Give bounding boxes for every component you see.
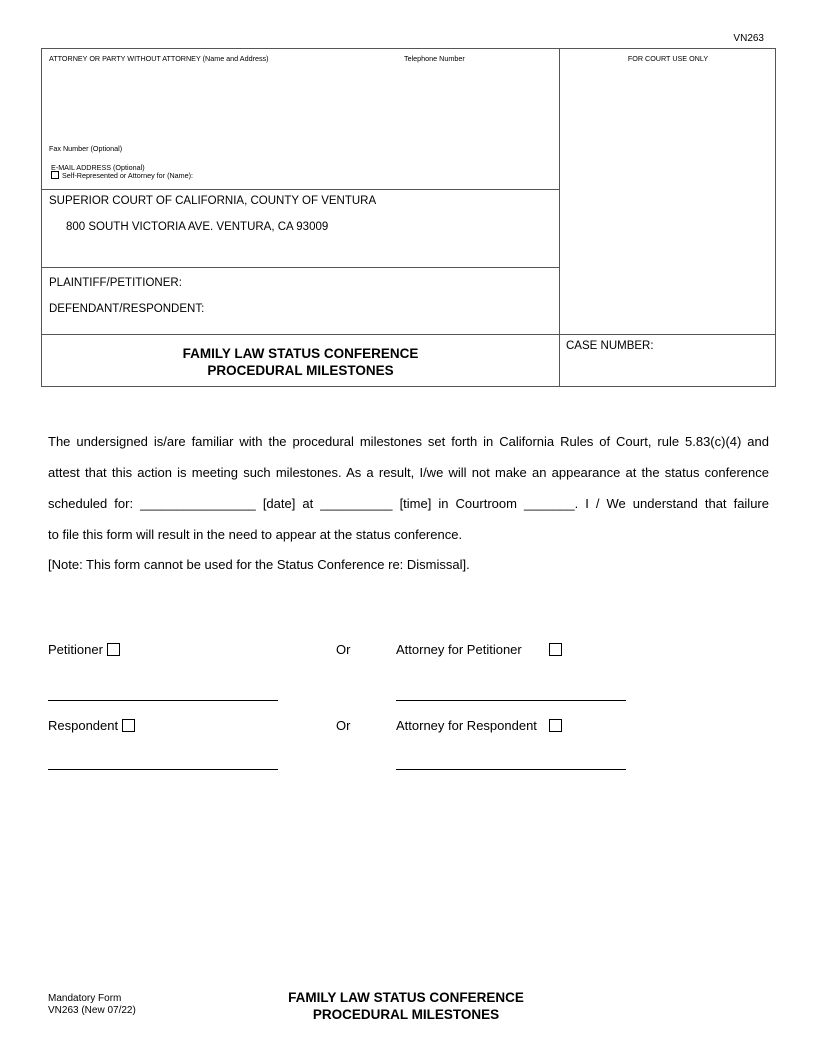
- telephone-label: Telephone Number: [404, 54, 465, 63]
- attorney-petitioner-label: Attorney for Petitioner: [396, 642, 522, 657]
- footer-title: [230, 989, 582, 1023]
- footer-title-line2: PROCEDURAL MILESTONES: [312, 1007, 500, 1022]
- caption-box: [41, 48, 776, 387]
- defendant-label: DEFENDANT/RESPONDENT:: [49, 303, 205, 315]
- body-line-3: scheduled for: ________________ [date] at __________ [time] in Courtroom _______. I / We understand that failure: [48, 496, 769, 511]
- caption-title: [42, 345, 559, 379]
- self-represented-row: [51, 171, 193, 180]
- or-label-1: Or: [336, 642, 351, 657]
- petitioner-checkbox[interactable]: [107, 643, 120, 656]
- caption-rule-2: [42, 267, 559, 268]
- attorney-petitioner-checkbox[interactable]: [549, 643, 562, 656]
- respondent-signature-line[interactable]: [48, 769, 278, 770]
- self-represented-label: Self-Represented or Attorney for (Name):: [62, 171, 194, 180]
- or-label-2: Or: [336, 718, 351, 733]
- respondent-label: Respondent: [48, 718, 119, 733]
- footer-form-info: [48, 993, 136, 1017]
- caption-title-line2: PROCEDURAL MILESTONES: [207, 363, 394, 378]
- fax-label: Fax Number (Optional): [49, 144, 123, 153]
- caption-divider: [559, 49, 560, 386]
- attorney-respondent-signature-line[interactable]: [396, 769, 626, 770]
- footer-revision: VN263 (New 07/22): [48, 1005, 136, 1016]
- case-number-label: CASE NUMBER:: [566, 340, 654, 352]
- body-line-1: The undersigned is/are familiar with the procedural milestones set forth in California Rules of Court, rule 5.83(c)(4) and: [48, 434, 769, 449]
- respondent-row: [48, 718, 135, 733]
- body-line-2: attest that this action is meeting such milestones. As a result, I/we will not make an appearance at the status conference: [48, 465, 769, 480]
- plaintiff-label: PLAINTIFF/PETITIONER:: [49, 277, 182, 289]
- body-note: [Note: This form cannot be used for the Status Conference re: Dismissal].: [48, 557, 470, 572]
- court-address: 800 SOUTH VICTORIA AVE. VENTURA, CA 93009: [66, 221, 329, 233]
- respondent-checkbox[interactable]: [122, 719, 135, 732]
- petitioner-row: [48, 642, 120, 657]
- self-represented-checkbox[interactable]: [51, 171, 59, 179]
- court-name: SUPERIOR COURT OF CALIFORNIA, COUNTY OF VENTURA: [49, 195, 377, 207]
- footer-mandatory: Mandatory Form: [48, 993, 122, 1004]
- attorney-respondent-checkbox[interactable]: [549, 719, 562, 732]
- caption-rule-1: [42, 189, 559, 190]
- form-number: VN263: [733, 33, 764, 44]
- court-use-label: FOR COURT USE ONLY: [627, 54, 709, 63]
- footer-title-line1: FAMILY LAW STATUS CONFERENCE: [288, 990, 524, 1005]
- email-label: E-MAIL ADDRESS (Optional): [51, 163, 145, 172]
- petitioner-label: Petitioner: [48, 642, 103, 657]
- attorney-petitioner-signature-line[interactable]: [396, 700, 626, 701]
- caption-title-line1: FAMILY LAW STATUS CONFERENCE: [182, 346, 419, 361]
- attorney-respondent-label: Attorney for Respondent: [396, 718, 537, 733]
- petitioner-signature-line[interactable]: [48, 700, 278, 701]
- body-line-4: to file this form will result in the need to appear at the status conference.: [48, 527, 463, 542]
- caption-rule-3: [42, 334, 775, 335]
- attorney-label: ATTORNEY OR PARTY WITHOUT ATTORNEY (Name and Address): [49, 54, 269, 63]
